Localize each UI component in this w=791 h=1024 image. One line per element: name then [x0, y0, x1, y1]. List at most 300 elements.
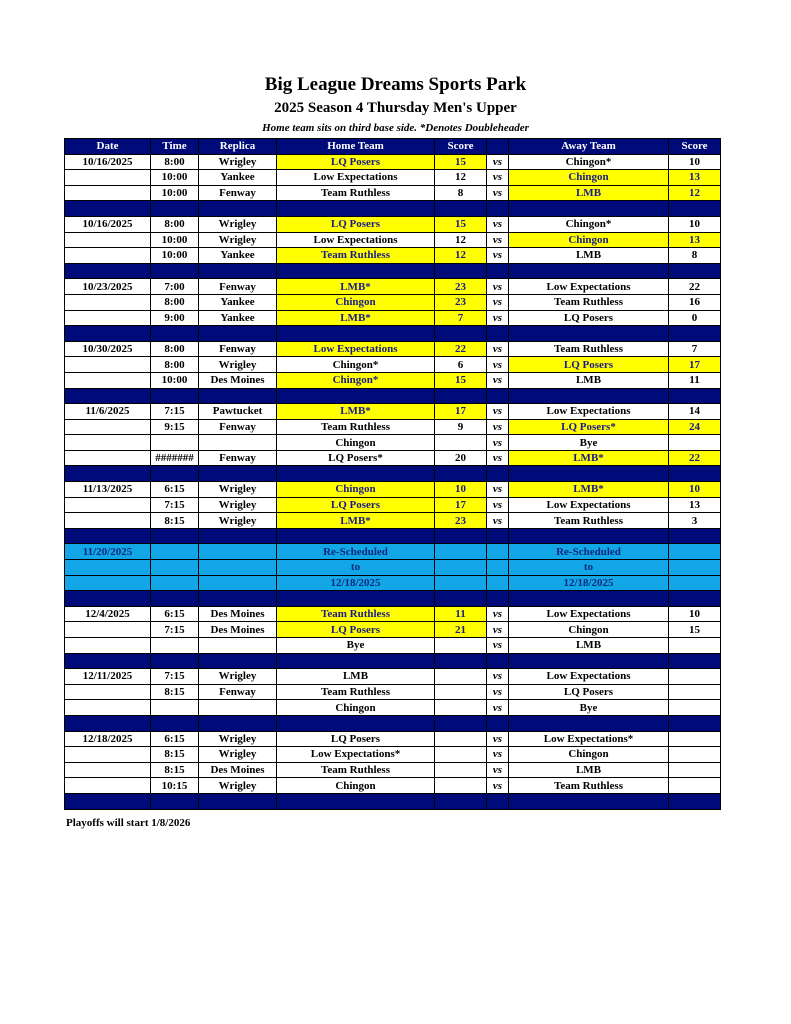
- replica-cell: Fenway: [199, 341, 277, 357]
- replica-cell: Wrigley: [199, 731, 277, 747]
- separator-cell: [435, 591, 487, 607]
- home-score-cell: 17: [435, 404, 487, 420]
- home-score-cell: 10: [435, 482, 487, 498]
- separator-cell: [199, 591, 277, 607]
- time-cell: 8:15: [151, 513, 199, 529]
- home-team-cell: Chingon*: [277, 372, 435, 388]
- time-cell: 8:15: [151, 747, 199, 763]
- separator-cell: [509, 263, 669, 279]
- away-score-cell: 13: [669, 232, 721, 248]
- replica-cell: [199, 638, 277, 654]
- separator-cell: [435, 201, 487, 217]
- away-team-cell: LMB: [509, 185, 669, 201]
- vs-cell: vs: [487, 684, 509, 700]
- date-cell: [65, 684, 151, 700]
- home-team-cell: to: [277, 560, 435, 576]
- game-row: [65, 684, 721, 700]
- separator-cell: [151, 793, 199, 809]
- header-home-team: Home Team: [277, 139, 435, 155]
- home-score-cell: 9: [435, 419, 487, 435]
- away-team-cell: Chingon*: [509, 216, 669, 232]
- replica-cell: Fenway: [199, 419, 277, 435]
- time-cell: 8:00: [151, 341, 199, 357]
- date-cell: 11/20/2025: [65, 544, 151, 560]
- separator-cell: [151, 388, 199, 404]
- date-cell: [65, 747, 151, 763]
- separator-cell: [669, 591, 721, 607]
- time-cell: 10:15: [151, 778, 199, 794]
- week-separator: [65, 715, 721, 731]
- date-cell: [65, 450, 151, 466]
- date-cell: 11/13/2025: [65, 482, 151, 498]
- vs-cell: vs: [487, 404, 509, 420]
- header-time: Time: [151, 139, 199, 155]
- home-team-cell: LMB*: [277, 310, 435, 326]
- date-cell: [65, 310, 151, 326]
- vs-cell: vs: [487, 279, 509, 295]
- game-row: [65, 762, 721, 778]
- header-row: [65, 139, 721, 155]
- header-replica: Replica: [199, 139, 277, 155]
- date-cell: [65, 497, 151, 513]
- vs-cell: vs: [487, 310, 509, 326]
- time-cell: 10:00: [151, 185, 199, 201]
- home-team-cell: Bye: [277, 638, 435, 654]
- date-cell: [65, 622, 151, 638]
- separator-cell: [277, 466, 435, 482]
- home-team-cell: LQ Posers: [277, 154, 435, 170]
- separator-cell: [487, 326, 509, 342]
- separator-cell: [277, 591, 435, 607]
- separator-cell: [669, 715, 721, 731]
- time-cell: 8:00: [151, 216, 199, 232]
- week-separator: [65, 528, 721, 544]
- vs-cell: vs: [487, 700, 509, 716]
- date-cell: [65, 357, 151, 373]
- away-score-cell: [669, 747, 721, 763]
- separator-cell: [669, 201, 721, 217]
- home-team-cell: Team Ruthless: [277, 248, 435, 264]
- home-score-cell: [435, 700, 487, 716]
- away-score-cell: 11: [669, 372, 721, 388]
- home-team-cell: Chingon*: [277, 357, 435, 373]
- away-score-cell: 12: [669, 185, 721, 201]
- time-cell: 10:00: [151, 232, 199, 248]
- separator-cell: [435, 263, 487, 279]
- separator-cell: [669, 263, 721, 279]
- separator-cell: [435, 793, 487, 809]
- home-score-cell: 7: [435, 310, 487, 326]
- away-team-cell: Bye: [509, 435, 669, 451]
- vs-cell: vs: [487, 419, 509, 435]
- game-row: [65, 435, 721, 451]
- schedule-body: [65, 154, 721, 809]
- away-score-cell: 7: [669, 341, 721, 357]
- vs-cell: vs: [487, 731, 509, 747]
- away-score-cell: 10: [669, 154, 721, 170]
- home-score-cell: 12: [435, 232, 487, 248]
- header-home-score: Score: [435, 139, 487, 155]
- separator-cell: [65, 326, 151, 342]
- replica-cell: Fenway: [199, 450, 277, 466]
- rescheduled-row: [65, 575, 721, 591]
- home-score-cell: 8: [435, 185, 487, 201]
- away-team-cell: Team Ruthless: [509, 513, 669, 529]
- vs-cell: vs: [487, 170, 509, 186]
- separator-cell: [435, 528, 487, 544]
- home-score-cell: [435, 575, 487, 591]
- away-team-cell: Bye: [509, 700, 669, 716]
- replica-cell: Fenway: [199, 279, 277, 295]
- time-cell: #######: [151, 450, 199, 466]
- home-team-cell: Team Ruthless: [277, 185, 435, 201]
- home-team-cell: 12/18/2025: [277, 575, 435, 591]
- date-cell: [65, 248, 151, 264]
- away-score-cell: [669, 575, 721, 591]
- separator-cell: [199, 201, 277, 217]
- separator-cell: [435, 466, 487, 482]
- replica-cell: Wrigley: [199, 357, 277, 373]
- away-score-cell: [669, 731, 721, 747]
- replica-cell: [199, 560, 277, 576]
- home-score-cell: [435, 684, 487, 700]
- time-cell: [151, 575, 199, 591]
- replica-cell: [199, 544, 277, 560]
- time-cell: 6:15: [151, 482, 199, 498]
- separator-cell: [669, 528, 721, 544]
- separator-cell: [65, 715, 151, 731]
- time-cell: 6:15: [151, 606, 199, 622]
- away-team-cell: LQ Posers*: [509, 419, 669, 435]
- replica-cell: Wrigley: [199, 778, 277, 794]
- home-score-cell: [435, 638, 487, 654]
- away-team-cell: LMB: [509, 762, 669, 778]
- separator-cell: [669, 388, 721, 404]
- away-score-cell: 3: [669, 513, 721, 529]
- home-score-cell: 17: [435, 497, 487, 513]
- home-score-cell: 21: [435, 622, 487, 638]
- away-score-cell: [669, 544, 721, 560]
- week-separator: [65, 388, 721, 404]
- date-cell: [65, 170, 151, 186]
- separator-cell: [199, 326, 277, 342]
- away-team-cell: LMB: [509, 638, 669, 654]
- date-cell: 12/4/2025: [65, 606, 151, 622]
- game-row: [65, 357, 721, 373]
- separator-cell: [509, 201, 669, 217]
- game-row: [65, 232, 721, 248]
- separator-cell: [509, 653, 669, 669]
- separator-cell: [487, 715, 509, 731]
- separator-cell: [65, 528, 151, 544]
- vs-cell: vs: [487, 778, 509, 794]
- home-team-cell: LMB: [277, 669, 435, 685]
- week-separator: [65, 201, 721, 217]
- away-team-cell: Chingon: [509, 622, 669, 638]
- replica-cell: [199, 575, 277, 591]
- away-score-cell: 14: [669, 404, 721, 420]
- game-row: [65, 185, 721, 201]
- date-cell: [65, 232, 151, 248]
- date-cell: 12/18/2025: [65, 731, 151, 747]
- separator-cell: [277, 388, 435, 404]
- away-team-cell: Low Expectations*: [509, 731, 669, 747]
- separator-cell: [277, 326, 435, 342]
- date-cell: [65, 513, 151, 529]
- replica-cell: [199, 700, 277, 716]
- separator-cell: [277, 653, 435, 669]
- game-row: [65, 482, 721, 498]
- home-score-cell: 12: [435, 170, 487, 186]
- home-team-cell: Team Ruthless: [277, 419, 435, 435]
- replica-cell: Yankee: [199, 170, 277, 186]
- home-score-cell: [435, 560, 487, 576]
- vs-cell: [487, 575, 509, 591]
- time-cell: 9:00: [151, 310, 199, 326]
- replica-cell: Des Moines: [199, 606, 277, 622]
- away-team-cell: LQ Posers: [509, 684, 669, 700]
- separator-cell: [487, 793, 509, 809]
- away-team-cell: Low Expectations: [509, 279, 669, 295]
- date-cell: 11/6/2025: [65, 404, 151, 420]
- time-cell: 10:00: [151, 248, 199, 264]
- home-score-cell: 11: [435, 606, 487, 622]
- home-score-cell: 12: [435, 248, 487, 264]
- time-cell: 7:00: [151, 279, 199, 295]
- vs-cell: vs: [487, 762, 509, 778]
- home-team-cell: LQ Posers: [277, 216, 435, 232]
- away-score-cell: 22: [669, 450, 721, 466]
- separator-cell: [151, 466, 199, 482]
- away-team-cell: 12/18/2025: [509, 575, 669, 591]
- home-team-cell: Chingon: [277, 294, 435, 310]
- schedule-table: [64, 138, 721, 810]
- date-cell: [65, 575, 151, 591]
- home-score-cell: 23: [435, 279, 487, 295]
- vs-cell: vs: [487, 606, 509, 622]
- separator-cell: [199, 263, 277, 279]
- home-score-cell: 22: [435, 341, 487, 357]
- separator-cell: [277, 528, 435, 544]
- date-cell: [65, 372, 151, 388]
- vs-cell: vs: [487, 497, 509, 513]
- vs-cell: [487, 544, 509, 560]
- home-score-cell: 6: [435, 357, 487, 373]
- vs-cell: vs: [487, 669, 509, 685]
- away-team-cell: Low Expectations: [509, 669, 669, 685]
- vs-cell: vs: [487, 154, 509, 170]
- date-cell: 10/30/2025: [65, 341, 151, 357]
- time-cell: 8:15: [151, 684, 199, 700]
- replica-cell: Wrigley: [199, 154, 277, 170]
- away-team-cell: LMB*: [509, 450, 669, 466]
- home-score-cell: 20: [435, 450, 487, 466]
- home-team-cell: Team Ruthless: [277, 684, 435, 700]
- replica-cell: Fenway: [199, 684, 277, 700]
- vs-cell: vs: [487, 372, 509, 388]
- home-team-cell: Low Expectations: [277, 170, 435, 186]
- replica-cell: Wrigley: [199, 747, 277, 763]
- away-score-cell: [669, 638, 721, 654]
- time-cell: 7:15: [151, 404, 199, 420]
- separator-cell: [199, 715, 277, 731]
- home-team-cell: LMB*: [277, 404, 435, 420]
- home-team-cell: Chingon: [277, 482, 435, 498]
- separator-cell: [151, 591, 199, 607]
- date-cell: [65, 778, 151, 794]
- vs-cell: vs: [487, 232, 509, 248]
- time-cell: 7:15: [151, 497, 199, 513]
- time-cell: [151, 638, 199, 654]
- away-team-cell: Low Expectations: [509, 497, 669, 513]
- away-score-cell: [669, 560, 721, 576]
- time-cell: 8:00: [151, 154, 199, 170]
- away-score-cell: 13: [669, 170, 721, 186]
- replica-cell: Des Moines: [199, 762, 277, 778]
- separator-cell: [151, 715, 199, 731]
- date-cell: 10/16/2025: [65, 154, 151, 170]
- replica-cell: Wrigley: [199, 232, 277, 248]
- date-cell: [65, 294, 151, 310]
- time-cell: 7:15: [151, 622, 199, 638]
- time-cell: [151, 560, 199, 576]
- game-row: [65, 372, 721, 388]
- home-score-cell: [435, 435, 487, 451]
- home-team-cell: LMB*: [277, 513, 435, 529]
- away-score-cell: [669, 669, 721, 685]
- vs-cell: vs: [487, 482, 509, 498]
- vs-cell: vs: [487, 622, 509, 638]
- separator-cell: [487, 466, 509, 482]
- separator-cell: [65, 591, 151, 607]
- game-row: [65, 170, 721, 186]
- replica-cell: Yankee: [199, 310, 277, 326]
- vs-cell: vs: [487, 747, 509, 763]
- separator-cell: [435, 715, 487, 731]
- header-vs: [487, 139, 509, 155]
- week-separator: [65, 466, 721, 482]
- separator-cell: [277, 201, 435, 217]
- home-score-cell: [435, 544, 487, 560]
- separator-cell: [487, 388, 509, 404]
- away-team-cell: Low Expectations: [509, 606, 669, 622]
- home-team-cell: LQ Posers: [277, 731, 435, 747]
- replica-cell: Des Moines: [199, 622, 277, 638]
- date-cell: [65, 560, 151, 576]
- separator-cell: [435, 388, 487, 404]
- away-team-cell: Chingon: [509, 747, 669, 763]
- separator-cell: [509, 715, 669, 731]
- away-team-cell: Chingon: [509, 232, 669, 248]
- header-away-team: Away Team: [509, 139, 669, 155]
- away-score-cell: [669, 778, 721, 794]
- vs-cell: vs: [487, 357, 509, 373]
- separator-cell: [487, 528, 509, 544]
- home-team-cell: Low Expectations: [277, 232, 435, 248]
- game-row: [65, 248, 721, 264]
- away-score-cell: 13: [669, 497, 721, 513]
- header-date: Date: [65, 139, 151, 155]
- header-away-score: Score: [669, 139, 721, 155]
- time-cell: 8:00: [151, 357, 199, 373]
- week-separator: [65, 653, 721, 669]
- time-cell: 6:15: [151, 731, 199, 747]
- game-row: [65, 622, 721, 638]
- separator-cell: [199, 793, 277, 809]
- page-subtitle: 2025 Season 4 Thursday Men's Upper: [274, 100, 517, 116]
- separator-cell: [277, 263, 435, 279]
- time-cell: [151, 435, 199, 451]
- date-cell: 10/23/2025: [65, 279, 151, 295]
- home-score-cell: [435, 762, 487, 778]
- game-row: [65, 341, 721, 357]
- home-team-cell: Re-Scheduled: [277, 544, 435, 560]
- page-title: Big League Dreams Sports Park: [264, 74, 527, 95]
- away-score-cell: [669, 700, 721, 716]
- time-cell: 8:00: [151, 294, 199, 310]
- separator-cell: [487, 263, 509, 279]
- away-score-cell: 15: [669, 622, 721, 638]
- separator-cell: [151, 653, 199, 669]
- replica-cell: [199, 435, 277, 451]
- separator-cell: [277, 793, 435, 809]
- date-cell: [65, 700, 151, 716]
- vs-cell: vs: [487, 216, 509, 232]
- separator-cell: [199, 466, 277, 482]
- vs-cell: vs: [487, 341, 509, 357]
- date-cell: [65, 638, 151, 654]
- replica-cell: Wrigley: [199, 669, 277, 685]
- separator-cell: [151, 326, 199, 342]
- separator-cell: [151, 528, 199, 544]
- week-separator: [65, 263, 721, 279]
- home-team-cell: Chingon: [277, 778, 435, 794]
- separator-cell: [65, 653, 151, 669]
- home-score-cell: 15: [435, 216, 487, 232]
- away-team-cell: LMB: [509, 372, 669, 388]
- replica-cell: Wrigley: [199, 497, 277, 513]
- away-team-cell: LQ Posers: [509, 310, 669, 326]
- away-score-cell: 8: [669, 248, 721, 264]
- separator-cell: [65, 201, 151, 217]
- away-score-cell: [669, 435, 721, 451]
- away-score-cell: 17: [669, 357, 721, 373]
- date-cell: 12/11/2025: [65, 669, 151, 685]
- replica-cell: Fenway: [199, 185, 277, 201]
- home-team-cell: Chingon: [277, 435, 435, 451]
- away-team-cell: Team Ruthless: [509, 778, 669, 794]
- separator-cell: [151, 201, 199, 217]
- separator-cell: [669, 653, 721, 669]
- game-row: [65, 700, 721, 716]
- separator-cell: [435, 326, 487, 342]
- separator-cell: [509, 326, 669, 342]
- time-cell: 8:15: [151, 762, 199, 778]
- separator-cell: [199, 653, 277, 669]
- playoffs-note: Playoffs will start 1/8/2026: [66, 817, 191, 829]
- away-score-cell: 24: [669, 419, 721, 435]
- separator-cell: [669, 466, 721, 482]
- away-team-cell: to: [509, 560, 669, 576]
- away-score-cell: 10: [669, 606, 721, 622]
- separator-cell: [487, 591, 509, 607]
- time-cell: 10:00: [151, 372, 199, 388]
- replica-cell: Yankee: [199, 294, 277, 310]
- away-team-cell: LMB: [509, 248, 669, 264]
- replica-cell: Des Moines: [199, 372, 277, 388]
- week-separator: [65, 793, 721, 809]
- separator-cell: [487, 653, 509, 669]
